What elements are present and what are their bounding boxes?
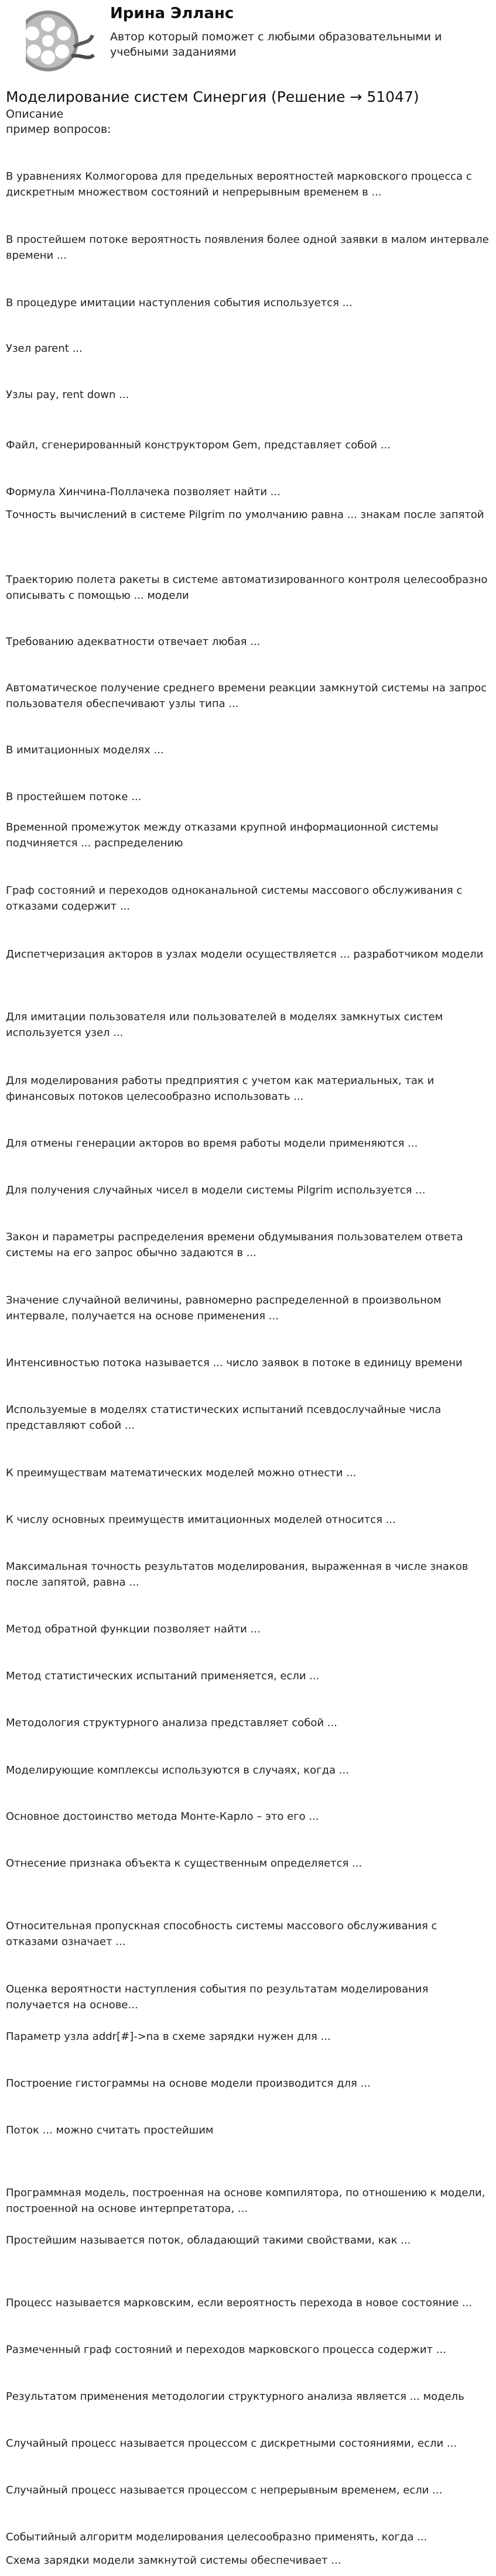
question-item: Результатом применения методологии структурного анализа является ... модель	[6, 2390, 464, 2403]
question-item: Интенсивностью потока называется ... число заявок в потоке в единицу времени	[6, 1357, 463, 1369]
question-item: Значение случайной величины, равномерно распределенной в произвольном интервале, получается на основе применения ...	[6, 1294, 442, 1322]
question-item: Построение гистограммы на основе модели производится для ...	[6, 2077, 371, 2090]
question-item: Размеченный граф состояний и переходов марковского процесса содержит ...	[6, 2344, 446, 2356]
question-item: Схема зарядки модели замкнутой системы обеспечивает ...	[6, 2554, 341, 2567]
question-item: Автоматическое получение среднего времени реакции замкнутой системы на запрос пользователя обеспечивают узлы типа ...	[6, 682, 487, 710]
question-item: Оценка вероятности наступления события по результатам моделирования получается на основе...	[6, 1983, 429, 2011]
question-item: Случайный процесс называется процессом с непрерывным временем, если ...	[6, 2484, 443, 2496]
question-item: В простейшем потоке ...	[6, 791, 142, 803]
question-item: Поток ... можно считать простейшим	[6, 2124, 214, 2136]
question-list	[6, 169, 490, 2576]
question-item: Событийный алгоритм моделирования целесообразно применять, когда ...	[6, 2531, 427, 2543]
question-item: Используемые в моделях статистических испытаний псевдослучайные числа представляют собой ...	[6, 1404, 442, 1432]
film-reel-avatar-icon	[13, 0, 96, 75]
question-item: Программная модель, построенная на основе компилятора, по отношению к модели, построенной на основе интерпретатора, ...	[6, 2187, 485, 2215]
document-body	[0, 75, 496, 2576]
question-item: Закон и параметры распределения времени обдумывания пользователем ответа системы на его запрос обычно задаются в ...	[6, 1231, 463, 1259]
question-item: Методология структурного анализа представляет собой ...	[6, 1717, 337, 1729]
question-item: Для моделирования работы предприятия с учетом как материальных, так и финансовых потоков целесообразно использовать ...	[6, 1075, 435, 1103]
question-item: Для получения случайных чисел в модели системы Pilgrim используется ...	[6, 1184, 426, 1196]
question-item: Узел parent ...	[6, 342, 83, 355]
page-title: Моделирование систем Синергия (Решение → 51047)	[6, 88, 419, 105]
question-item: К числу основных преимуществ имитационных моделей относится ...	[6, 1514, 396, 1526]
question-item: Процесс называется марковским, если вероятность перехода в новое состояние ...	[6, 2297, 473, 2309]
question-item: Точность вычислений в системе Pilgrim по умолчанию равна ... знакам после запятой	[6, 509, 484, 521]
question-item: Метод обратной функции позволяет найти ...	[6, 1623, 261, 1635]
question-item: Относительная пропускная способность системы массового обслуживания с отказами означает ...	[6, 1920, 437, 1948]
question-item: Простейшим называется поток, обладающий такими свойствами, как ...	[6, 2234, 411, 2246]
question-item: Основное достоинство метода Монте-Карло – это его ...	[6, 1810, 319, 1823]
question-item: Для имитации пользователя или пользователей в моделях замкнутых систем используется узел ...	[6, 1011, 443, 1039]
question-item: Метод статистических испытаний применяется, если ...	[6, 1670, 320, 1682]
question-item: К преимуществам математических моделей можно отнести ...	[6, 1467, 357, 1479]
author-description: Автор который поможет с любыми образовательными и учебными заданиями	[110, 30, 442, 59]
question-item: Файл, сгенерированный конструктором Gem, представляет собой ...	[6, 439, 391, 451]
question-item: Случайный процесс называется процессом с дискретными состояниями, если ...	[6, 2437, 457, 2450]
question-item: Траекторию полета ракеты в системе автоматизированного контроля целесообразно описывать с помощью ... модели	[6, 574, 488, 602]
question-item: В простейшем потоке вероятность появления более одной заявки в малом интервале времени ...	[6, 234, 489, 262]
author-header	[0, 0, 496, 75]
question-item: Диспетчеризация акторов в узлах модели осуществляется ... разработчиком модели	[6, 948, 484, 961]
question-item: Максимальная точность результатов моделирования, выраженная в числе знаков после запятой, равна ...	[6, 1560, 468, 1589]
description-label: Описание	[6, 108, 64, 121]
question-item: Параметр узла addr[#]->na в схеме зарядки нужен для ...	[6, 2030, 331, 2043]
question-item: Требованию адекватности отвечает любая ...	[6, 636, 261, 648]
question-item: Узлы pay, rent down ...	[6, 389, 129, 401]
question-item: Граф состояний и переходов одноканальной системы массового обслуживания с отказами содержит ...	[6, 884, 463, 913]
question-item: Отнесение признака объекта к существенным определяется ...	[6, 1857, 362, 1870]
question-item: В имитационных моделях ...	[6, 744, 164, 756]
question-item: Формула Хинчина-Поллачека позволяет найти ...	[6, 486, 281, 498]
question-item: В процедуре имитации наступления события используется ...	[6, 297, 353, 309]
question-item: В уравнениях Колмогорова для предельных вероятностей марковского процесса с дискретным множеством состояний и непрерывным временем в ...	[6, 170, 472, 198]
question-item: Временной промежуток между отказами крупной информационной системы подчиняется ... распределению	[6, 821, 439, 849]
question-item: Моделирующие комплексы используются в случаях, когда ...	[6, 1764, 349, 1776]
author-avatar[interactable]	[13, 0, 96, 75]
author-name[interactable]: Ирина Элланс	[110, 5, 234, 22]
questions-intro: пример вопросов:	[6, 123, 111, 136]
question-item: Для отмены генерации акторов во время работы модели применяются ...	[6, 1137, 418, 1150]
